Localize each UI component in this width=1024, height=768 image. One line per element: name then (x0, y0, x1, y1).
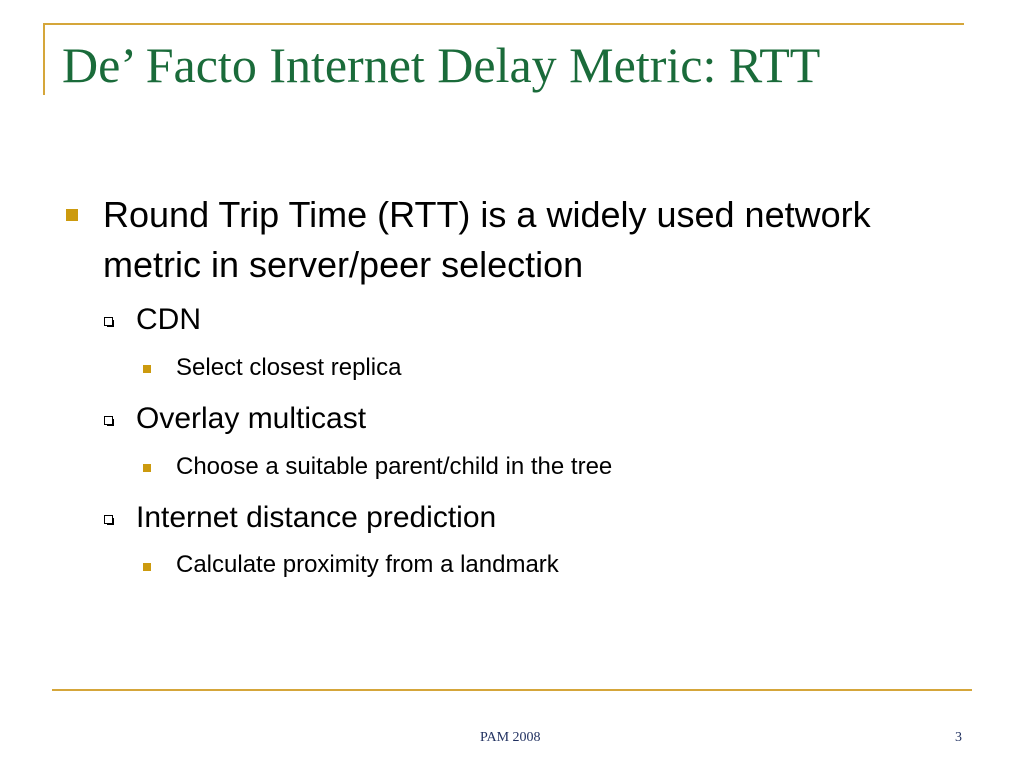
sub-item-label: CDN (136, 303, 201, 336)
page-number: 3 (955, 730, 962, 745)
sub-item-detail: Calculate proximity from a landmark (176, 551, 559, 578)
hollow-square-bullet-icon (104, 317, 113, 326)
square-bullet-icon (143, 365, 151, 373)
sub-item-detail: Select closest replica (176, 354, 402, 381)
frame-top-rule (43, 23, 964, 25)
footer-text: PAM 2008 (480, 730, 541, 745)
sub-item-detail: Choose a suitable parent/child in the tree (176, 453, 613, 480)
hollow-square-bullet-icon (104, 416, 113, 425)
slide-title: De’ Facto Internet Delay Metric: RTT (62, 37, 821, 93)
square-bullet-icon (143, 464, 151, 472)
square-bullet-icon (143, 563, 151, 571)
sub-item-label: Internet distance prediction (136, 501, 497, 534)
main-bullet-text: Round Trip Time (RTT) is a widely used network metric in server/peer selection (103, 194, 871, 285)
footer-rule (52, 689, 972, 691)
sub-item-label: Overlay multicast (136, 402, 367, 435)
hollow-square-bullet-icon (104, 515, 113, 524)
frame-left-rule (43, 23, 45, 95)
square-bullet-icon (66, 209, 78, 221)
